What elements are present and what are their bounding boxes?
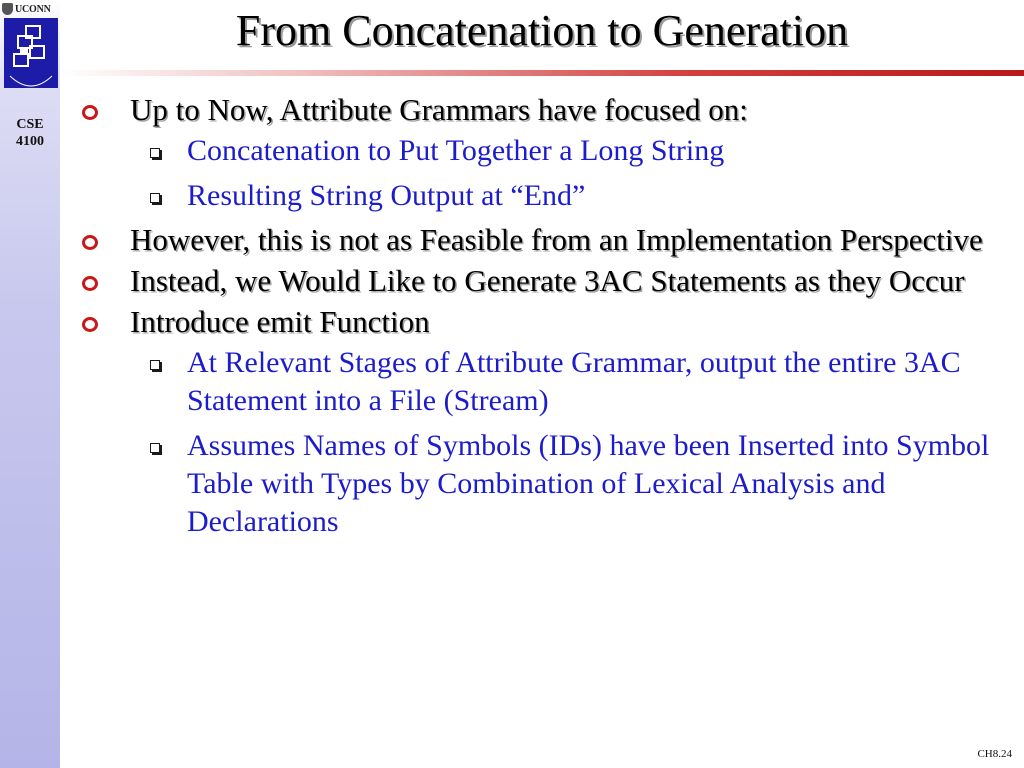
sub-bullet-text: Concatenation to Put Together a Long String	[187, 134, 725, 167]
course-code	[0, 116, 60, 150]
uconn-brand	[2, 2, 51, 16]
sub-bullet-text: Assumes Names of Symbols (IDs) have been Inserted into Symbol Table with Types by Combination of Lexical Analysis and Declarations	[187, 429, 990, 538]
bullet-item	[60, 263, 1010, 299]
course-prefix: CSE	[16, 117, 44, 132]
sub-bullet-item	[130, 132, 1010, 170]
bullet-item	[60, 92, 1010, 215]
uconn-seal-icon	[2, 3, 13, 15]
bullet-text: Introduce emit Function	[130, 304, 430, 339]
slide-number: CH8.24	[977, 748, 1012, 760]
bullet-item	[60, 222, 1010, 258]
cse-department-logo	[4, 18, 58, 110]
uconn-label: UCONN	[15, 3, 51, 15]
sub-bullet-list	[130, 132, 1010, 215]
bullet-text: Instead, we Would Like to Generate 3AC Statements as they Occur	[130, 263, 965, 298]
sub-bullet-text: At Relevant Stages of Attribute Grammar, output the entire 3AC Statement into a File (Stream)	[187, 346, 961, 417]
square-bullet-icon	[150, 193, 160, 203]
course-number: 4100	[16, 134, 44, 149]
square-bullet-icon	[150, 360, 160, 370]
red-circle-bullet-icon	[82, 317, 98, 332]
red-circle-bullet-icon	[82, 276, 98, 291]
square-bullet-icon	[150, 148, 160, 158]
sub-bullet-text: Resulting String Output at “End”	[187, 179, 586, 212]
red-circle-bullet-icon	[82, 105, 98, 120]
sidebar	[0, 0, 60, 768]
bullet-text: However, this is not as Feasible from an Implementation Perspective	[130, 222, 983, 257]
slide-title: From Concatenation to Generation	[235, 6, 849, 55]
title-underline	[60, 70, 1024, 76]
bullet-list	[60, 92, 1010, 548]
sub-bullet-list	[130, 344, 1010, 541]
sub-bullet-item	[130, 344, 1010, 420]
bullet-item	[60, 304, 1010, 541]
red-circle-bullet-icon	[82, 235, 98, 250]
square-bullet-icon	[150, 443, 160, 453]
bullet-text: Up to Now, Attribute Grammars have focused on:	[130, 92, 748, 127]
sub-bullet-item	[130, 427, 1010, 541]
sub-bullet-item	[130, 177, 1010, 215]
